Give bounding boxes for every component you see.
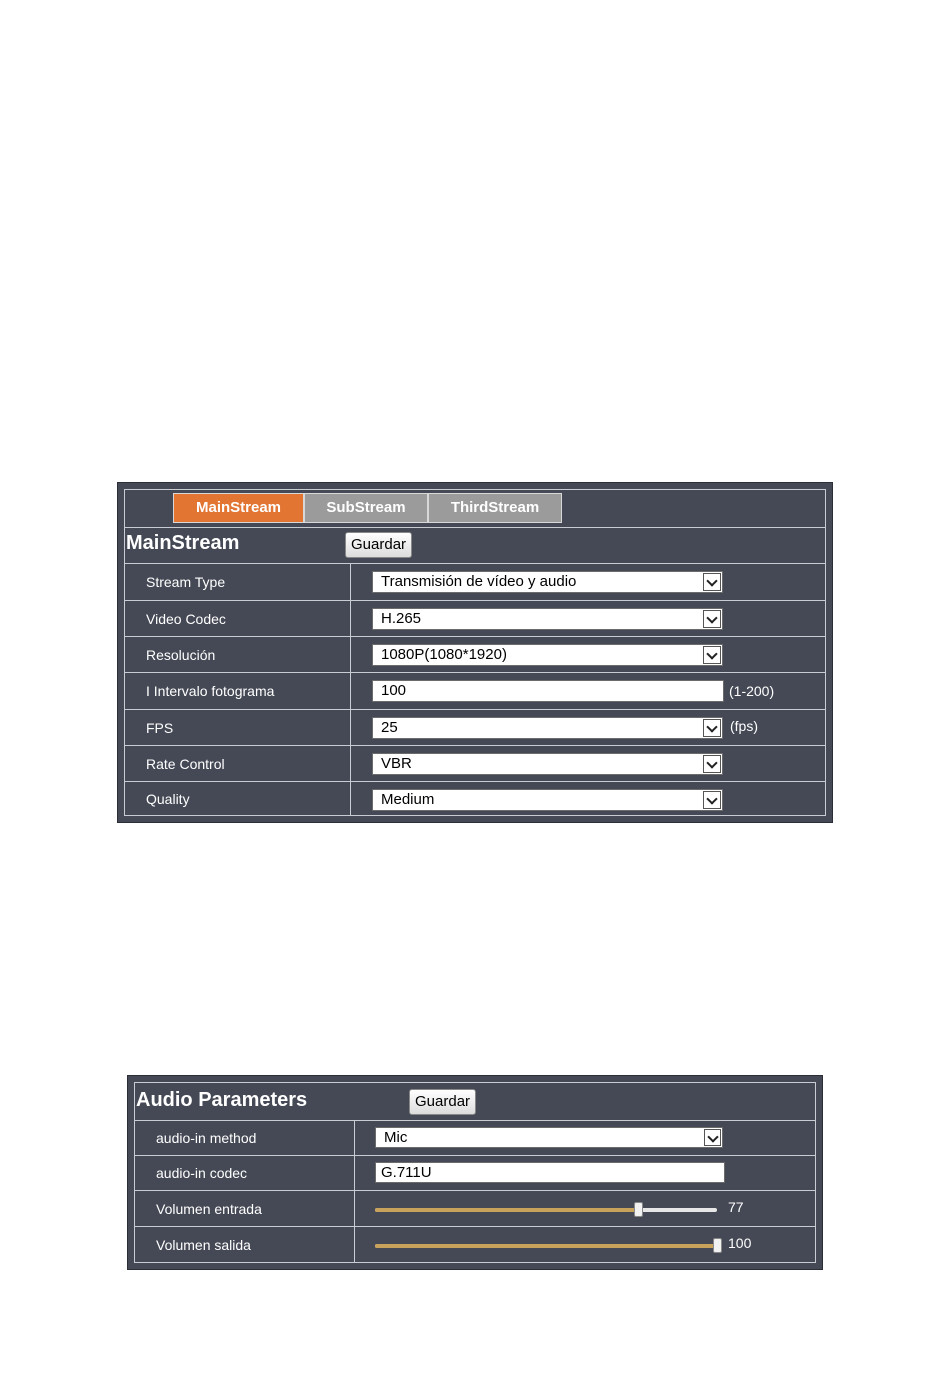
audio-in-codec-row xyxy=(135,1155,815,1190)
audio-in-codec-label: audio-in codec xyxy=(156,1165,248,1181)
tab-mainstream[interactable]: MainStream xyxy=(173,493,304,523)
chevron-down-icon[interactable] xyxy=(704,1129,721,1146)
resolution-row xyxy=(125,636,825,672)
fps-select[interactable] xyxy=(372,717,723,739)
volume-out-label: Volumen salida xyxy=(156,1236,251,1253)
quality-select[interactable] xyxy=(372,789,723,811)
video-settings-grid xyxy=(124,489,826,816)
chevron-down-icon[interactable] xyxy=(703,610,721,628)
volume-out-fill xyxy=(375,1244,717,1248)
iframe-interval-input[interactable] xyxy=(372,680,724,702)
audio-in-method-row xyxy=(135,1120,815,1155)
volume-in-row xyxy=(135,1190,815,1226)
stream-type-row xyxy=(125,563,825,600)
volume-out-slider[interactable] xyxy=(375,1244,717,1248)
stream-tabs-row xyxy=(125,490,825,527)
column-divider xyxy=(354,1191,355,1226)
column-divider xyxy=(354,1121,355,1155)
column-divider xyxy=(354,1227,355,1262)
resolution-value: 1080P(1080*1920) xyxy=(381,646,507,663)
audio-settings-panel xyxy=(127,1075,823,1270)
stream-type-label: Stream Type xyxy=(146,574,226,590)
rate-control-label: Rate Control xyxy=(146,755,225,772)
rate-control-select[interactable] xyxy=(372,753,723,775)
resolution-select[interactable] xyxy=(372,644,723,666)
audio-title: Audio Parameters xyxy=(136,1089,308,1111)
audio-in-codec-input[interactable] xyxy=(375,1162,725,1183)
rate-control-value: VBR xyxy=(381,755,412,772)
column-divider xyxy=(350,601,351,636)
audio-in-codec-value: G.711U xyxy=(381,1164,432,1181)
video-codec-label: Video Codec xyxy=(146,610,226,627)
audio-in-method-label: audio-in method xyxy=(156,1130,257,1146)
column-divider xyxy=(350,564,351,600)
rate-control-row xyxy=(125,745,825,781)
volume-in-handle[interactable] xyxy=(634,1202,643,1217)
fps-unit: (fps) xyxy=(730,718,758,734)
iframe-interval-range: (1-200) xyxy=(729,683,775,699)
iframe-interval-label: I Intervalo fotograma xyxy=(146,683,275,699)
audio-title-row xyxy=(135,1083,815,1120)
iframe-interval-value: 100 xyxy=(381,682,407,699)
chevron-down-icon[interactable] xyxy=(703,719,721,737)
volume-out-row xyxy=(135,1226,815,1262)
fps-label: FPS xyxy=(146,719,174,736)
column-divider xyxy=(350,710,351,745)
audio-settings-grid xyxy=(134,1082,816,1263)
chevron-down-icon[interactable] xyxy=(703,791,721,809)
column-divider xyxy=(350,673,351,709)
video-settings-panel xyxy=(117,482,833,823)
tab-substream[interactable]: SubStream xyxy=(304,493,428,523)
quality-value: Medium xyxy=(381,791,435,808)
video-codec-value: H.265 xyxy=(381,610,422,627)
volume-in-fill xyxy=(375,1208,638,1212)
column-divider xyxy=(350,746,351,781)
resolution-label: Resolución xyxy=(146,646,216,663)
audio-in-method-select[interactable] xyxy=(375,1127,723,1148)
fps-value: 25 xyxy=(381,719,398,736)
tab-thirdstream[interactable]: ThirdStream xyxy=(428,493,562,523)
stream-type-select[interactable] xyxy=(372,571,723,593)
chevron-down-icon[interactable] xyxy=(703,755,721,773)
video-codec-select[interactable] xyxy=(372,608,723,630)
save-button[interactable]: Guardar xyxy=(345,532,412,558)
volume-in-label: Volumen entrada xyxy=(156,1200,262,1217)
video-codec-row xyxy=(125,600,825,636)
chevron-down-icon[interactable] xyxy=(703,646,721,664)
video-title-row xyxy=(125,527,825,563)
fps-row xyxy=(125,709,825,745)
volume-in-slider[interactable] xyxy=(375,1208,717,1212)
audio-in-method-value: Mic xyxy=(384,1129,408,1146)
column-divider xyxy=(354,1156,355,1190)
audio-save-button[interactable]: Guardar xyxy=(409,1089,476,1115)
column-divider xyxy=(350,782,351,815)
page-title: MainStream xyxy=(126,532,240,554)
quality-label: Quality xyxy=(146,790,190,807)
iframe-interval-row xyxy=(125,672,825,709)
column-divider xyxy=(350,637,351,672)
quality-row xyxy=(125,781,825,815)
volume-in-value: 77 xyxy=(728,1199,744,1215)
chevron-down-icon[interactable] xyxy=(703,573,721,591)
volume-out-value: 100 xyxy=(728,1235,752,1251)
stream-type-value: Transmisión de vídeo y audio xyxy=(381,573,577,590)
volume-out-handle[interactable] xyxy=(713,1238,722,1253)
